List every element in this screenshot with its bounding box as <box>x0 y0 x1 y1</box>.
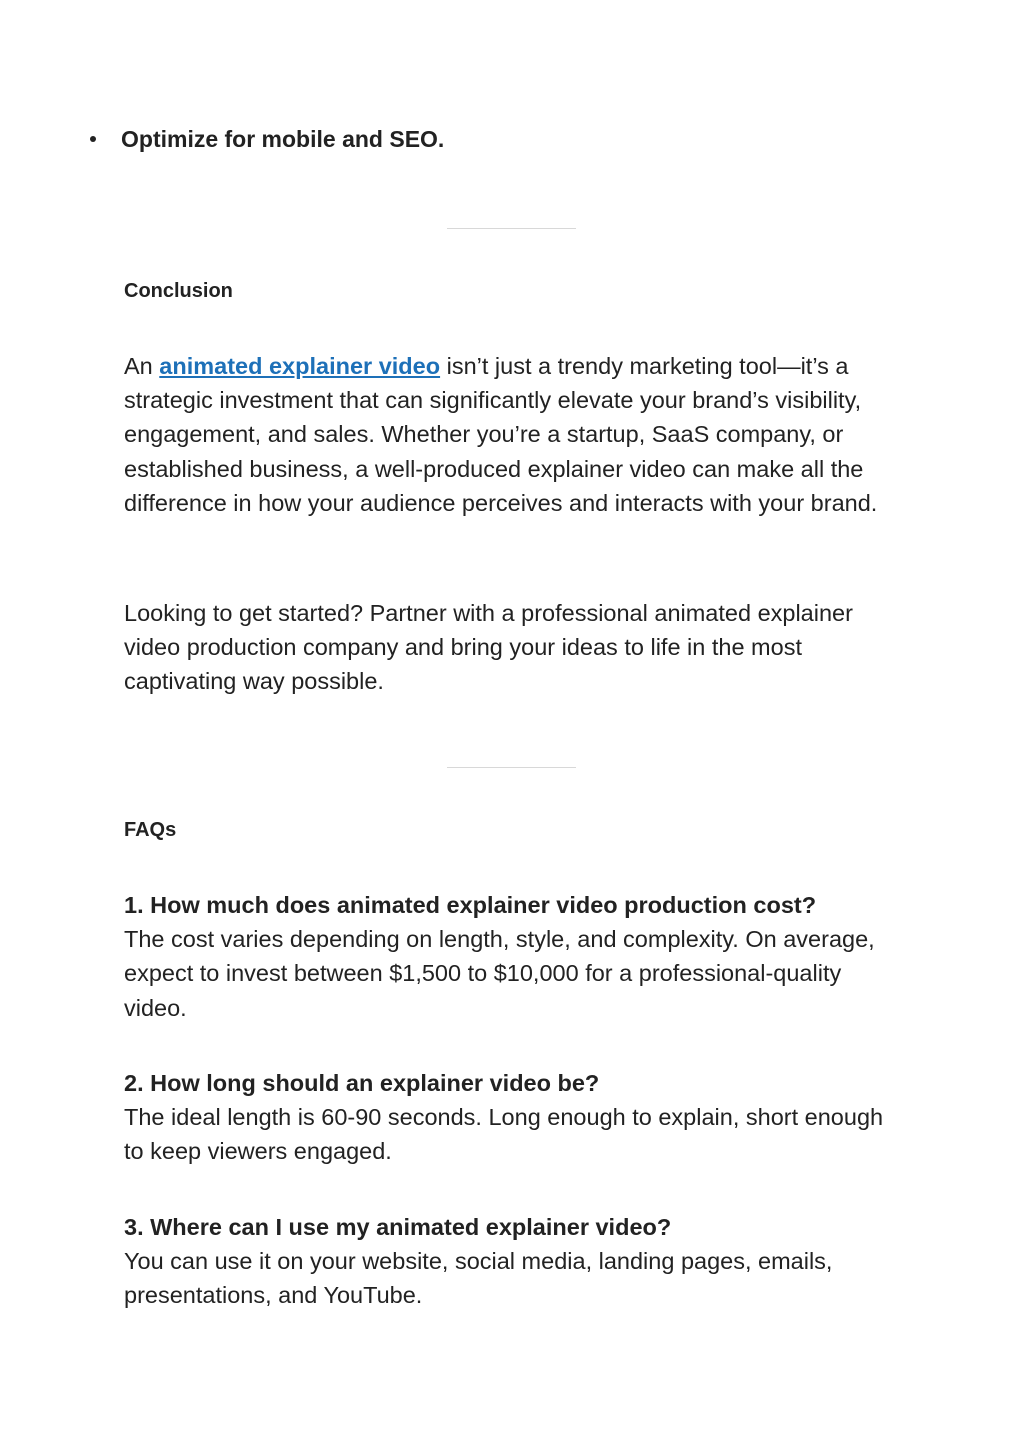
faq-answer: The ideal length is 60-90 seconds. Long enough to explain, short enough to keep viewers engaged. <box>124 1104 884 1165</box>
conclusion-heading: Conclusion <box>124 280 233 302</box>
bullet-icon <box>90 136 96 142</box>
faq-answer: The cost varies depending on length, style, and complexity. On average, expect to invest between $1,500 to $10,000 for a professional-quality video. <box>124 926 875 1021</box>
faq-question: 3. Where can I use my animated explainer video? <box>124 1214 672 1240</box>
faq-item <box>124 1210 899 1313</box>
conclusion-paragraph-1 <box>124 349 899 520</box>
bullet-list-item <box>90 126 444 153</box>
animated-explainer-video-link[interactable]: animated explainer video <box>159 353 441 379</box>
faq-question: 1. How much does animated explainer video production cost? <box>124 892 817 918</box>
section-divider <box>447 228 576 229</box>
faqs-heading: FAQs <box>124 819 177 841</box>
conclusion-para-prefix: An <box>124 353 160 379</box>
bullet-text: Optimize for mobile and SEO. <box>121 126 445 152</box>
faq-item <box>124 1066 899 1169</box>
faq-answer: You can use it on your website, social media, landing pages, emails, presentations, and YouTube. <box>124 1248 833 1309</box>
section-divider <box>447 767 576 768</box>
faq-item <box>124 888 899 1025</box>
faq-question: 2. How long should an explainer video be? <box>124 1070 600 1096</box>
conclusion-para-suffix: isn’t just a trendy marketing tool—it’s a strategic investment that can significantly elevate your brand’s visibility, engagement, and sales. Whether you’re a startup, SaaS company, or established business, a well-produced explainer video can make all the difference in how your audience perceives and interacts with your brand. <box>124 353 878 516</box>
conclusion-paragraph-2: Looking to get started? Partner with a professional animated explainer video production company and bring your ideas to life in the most captivating way possible. <box>124 600 853 695</box>
